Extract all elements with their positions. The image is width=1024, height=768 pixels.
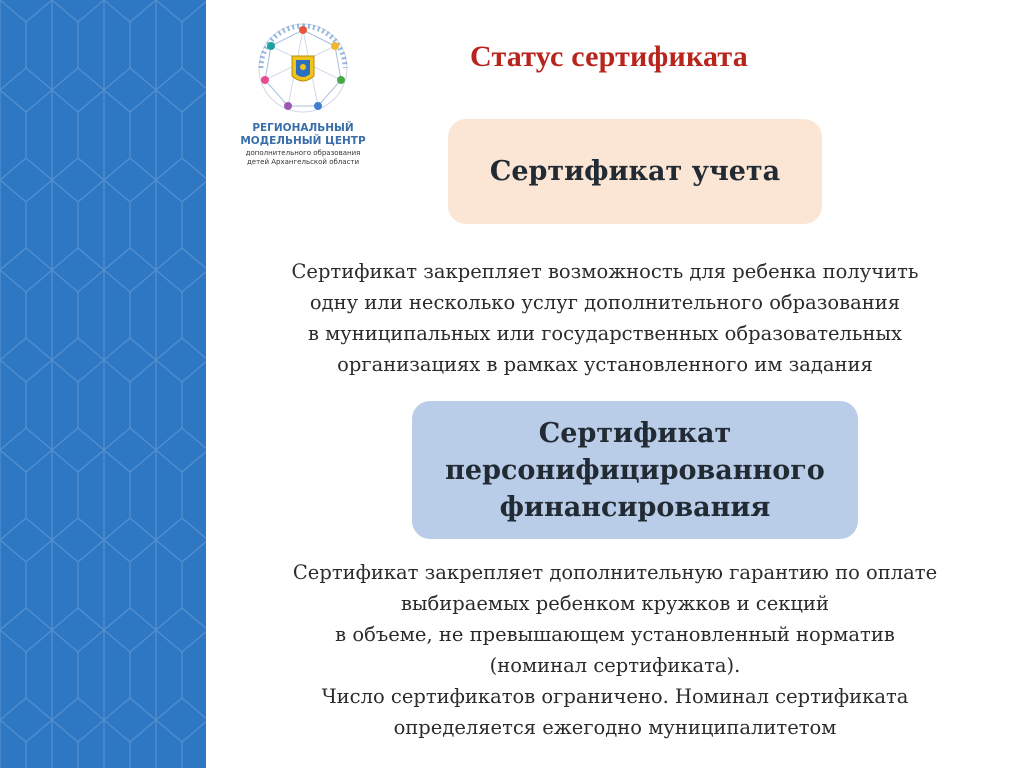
logo-subtitle-line2: детей Архангельской области xyxy=(246,158,360,166)
slide-title: Статус сертификата xyxy=(470,40,748,73)
description-line: определяется ежегодно муниципалитетом xyxy=(393,716,837,739)
logo-title-line1: РЕГИОНАЛЬНЫЙ xyxy=(252,122,354,134)
accounting-certificate-label: Сертификат учета xyxy=(489,156,781,187)
decorative-side-panel xyxy=(0,0,206,768)
accounting-certificate-box xyxy=(448,119,822,224)
description-line: в муниципальных или государственных образовательных xyxy=(307,322,903,345)
description-line: организациях в рамках установленного им задания xyxy=(337,353,873,376)
regional-center-logo xyxy=(236,18,370,173)
logo-subtitle-line1: дополнительного образования xyxy=(245,149,361,157)
description-line: Сертификат закрепляет возможность для ребенка получить xyxy=(291,260,919,283)
personified-certificate-label-line: Сертификат xyxy=(538,417,732,449)
description-line: Сертификат закрепляет дополнительную гарантию по оплате xyxy=(292,561,938,584)
personified-certificate-box xyxy=(412,401,858,539)
personified-certificate-label-line: персонифицированного xyxy=(445,454,825,486)
lattice-pattern xyxy=(0,0,206,768)
emblem-icon xyxy=(242,18,364,118)
description-line: одну или несколько услуг дополнительного образования xyxy=(309,291,901,314)
accounting-certificate-description xyxy=(240,256,970,380)
description-line: Число сертификатов ограничено. Номинал сертификата xyxy=(321,685,909,708)
description-line: выбираемых ребенком кружков и секций xyxy=(401,592,829,615)
description-line: в объеме, не превышающем установленный норматив xyxy=(335,623,895,646)
logo-title-line2: МОДЕЛЬНЫЙ ЦЕНТР xyxy=(240,135,366,147)
personified-certificate-label-line: финансирования xyxy=(499,491,771,523)
personified-certificate-description xyxy=(240,557,990,743)
description-line: (номинал сертификата). xyxy=(489,654,741,677)
